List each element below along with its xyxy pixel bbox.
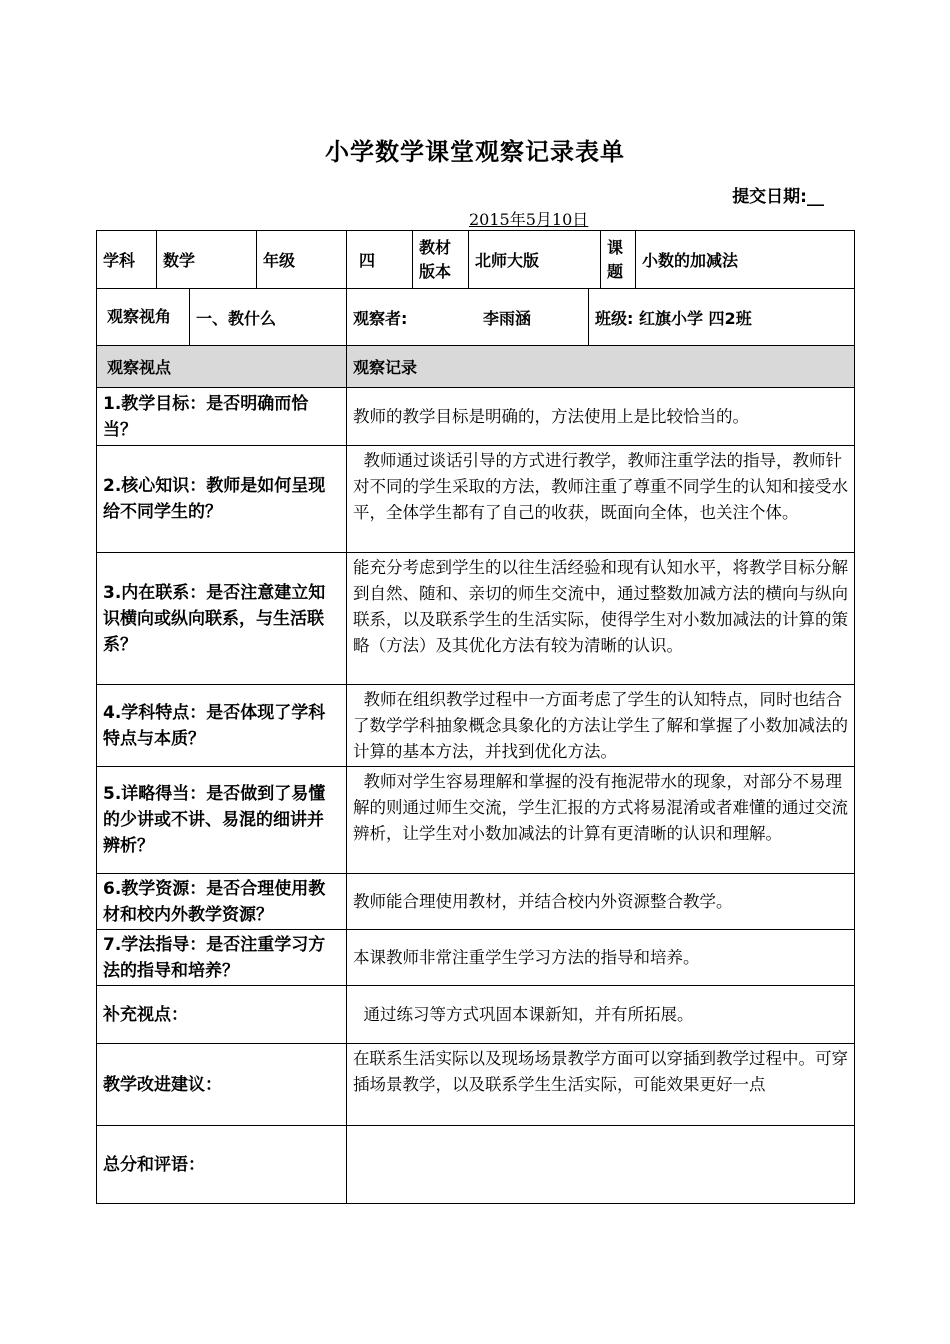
grade-label: 年级 — [257, 231, 347, 289]
table-row — [97, 930, 855, 986]
observation-form — [96, 230, 854, 1204]
observer-cell — [347, 288, 589, 346]
header-table — [96, 230, 855, 289]
observation-record: 教师能合理使用教材，并结合校内外资源整合教学。 — [347, 874, 855, 930]
observation-record: 教师在组织教学过程中一方面考虑了学生的认知特点，同时也结合了数学学科抽象概念具象化的方法让学生了解和掌握了小数加减法的计算的基本方法，并找到优化方法。 — [347, 685, 855, 767]
observation-record: 能充分考虑到学生的以往生活经验和现有认知水平，将教学目标分解到自然、随和、亲切的师生交流中，通过整数加减方法的横向与纵向联系，以及联系学生的生活实际，使得学生对小数加减法的计算的策略（方法）及其优化方法有较为清晰的认识。 — [347, 553, 855, 685]
observation-point: 4.学科特点：是否体现了学科特点与本质？ — [97, 685, 347, 767]
observation-point: 3.内在联系：是否注意建立知识横向或纵向联系，与生活联系？ — [97, 553, 347, 685]
grade-value: 四 — [347, 231, 413, 289]
observation-point: 2.核心知识：教师是如何呈现给不同学生的？ — [97, 446, 347, 553]
angle-label: 观察视角 — [97, 288, 190, 346]
table-row — [97, 1044, 855, 1126]
edition-value: 北师大版 — [469, 231, 601, 289]
subject-label: 学科 — [97, 231, 157, 289]
supplement-label: 补充视点： — [97, 986, 347, 1044]
edition-label: 教材版本 — [413, 231, 469, 289]
table-row — [97, 1126, 855, 1204]
suggestion-label: 教学改进建议： — [97, 1044, 347, 1126]
table-row — [97, 874, 855, 930]
table-row — [97, 685, 855, 767]
info-table — [96, 288, 855, 347]
observation-record: 教师通过谈话引导的方式进行教学，教师注重学法的指导，教师针对不同的学生采取的方法，教师注重了尊重不同学生的认知和接受水平，全体学生都有了自己的收获，既面向全体，也关注个体。 — [347, 446, 855, 553]
angle-value: 一、教什么 — [190, 288, 347, 346]
suggestion-value: 在联系生活实际以及现场场景教学方面可以穿插到教学过程中。可穿插场景教学，以及联系学生生活实际，可能效果更好一点 — [347, 1044, 855, 1126]
column-header-point: 观察视点 — [97, 346, 347, 388]
submit-date-value: 2015年5月10日 — [469, 210, 589, 229]
submit-date-label: 提交日期:__ — [732, 187, 824, 207]
observation-point: 5.详略得当：是否做到了易懂的少讲或不讲、易混的细讲并辨析？ — [97, 767, 347, 874]
supplement-value: 通过练习等方式巩固本课新知，并有所拓展。 — [347, 986, 855, 1044]
observation-record: 本课教师非常注重学生学习方法的指导和培养。 — [347, 930, 855, 986]
observation-point: 1.教学目标：是否明确而恰当？ — [97, 388, 347, 446]
topic-label: 课题 — [601, 231, 636, 289]
table-row — [97, 446, 855, 553]
observer-value: 李雨涵 — [482, 308, 531, 328]
observer-label: 观察者: — [353, 308, 408, 328]
observation-table — [96, 345, 855, 1204]
score-value — [347, 1126, 855, 1204]
table-row — [97, 388, 855, 446]
observation-point: 6.教学资源：是否合理使用教材和校内外教学资源？ — [97, 874, 347, 930]
table-row — [97, 986, 855, 1044]
table-row — [97, 767, 855, 874]
observation-point: 7.学法指导：是否注重学习方法的指导和培养？ — [97, 930, 347, 986]
page-title: 小学数学课堂观察记录表单 — [325, 138, 625, 166]
column-header-record: 观察记录 — [347, 346, 855, 388]
score-label: 总分和评语： — [97, 1126, 347, 1204]
topic-value: 小数的加减法 — [636, 231, 855, 289]
table-row — [97, 553, 855, 685]
class-value: 红旗小学 四2班 — [638, 308, 752, 328]
class-cell — [589, 288, 855, 346]
subject-value: 数学 — [157, 231, 257, 289]
observation-record: 教师对学生容易理解和掌握的没有拖泥带水的现象，对部分不易理解的则通过师生交流，学生汇报的方式将易混淆或者难懂的通过交流辨析，让学生对小数加减法的计算有更清晰的认识和理解。 — [347, 767, 855, 874]
class-label: 班级: — [595, 308, 634, 328]
observation-record: 教师的教学目标是明确的，方法使用上是比较恰当的。 — [347, 388, 855, 446]
